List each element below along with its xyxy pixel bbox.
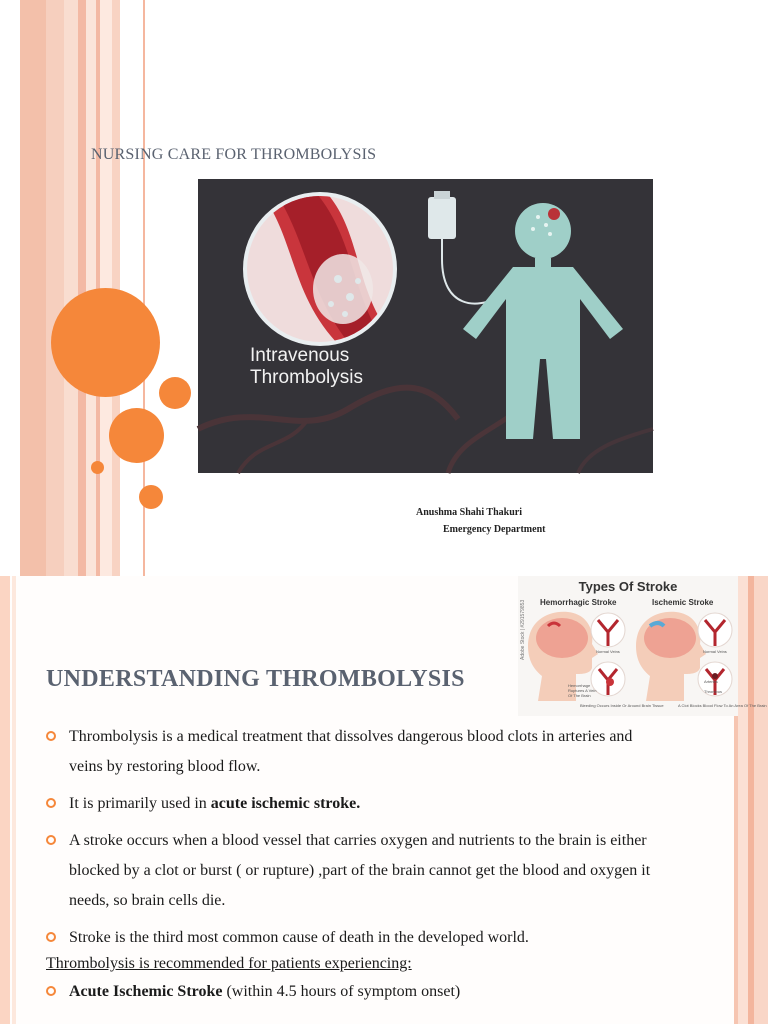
bullet-text: Thrombolysis is a medical treatment that dissolves dangerous blood clots in arteries and veins by restoring blood flow. [69, 728, 633, 775]
list-item [46, 923, 656, 953]
figure-label: Bleeding Occurs Inside Or Around Brain Tissue [580, 703, 664, 708]
caption-line: Intravenous [250, 345, 350, 366]
bullet-icon [46, 731, 56, 741]
image-caption [250, 345, 363, 389]
department: Emergency Department [443, 524, 546, 535]
decorative-circle-large [51, 288, 160, 397]
bullet-icon [46, 932, 56, 942]
decorative-stripes [0, 0, 150, 576]
list-item [46, 722, 656, 782]
recommended-heading: Thrombolysis is recommended for patients experiencing: [46, 955, 412, 972]
list-item [46, 977, 656, 1007]
decorative-circle [109, 408, 164, 463]
decorative-stripe [12, 576, 16, 1024]
decorative-circle [139, 485, 163, 509]
figure-label: Arteries [704, 679, 718, 684]
figure-title: Types Of Stroke [578, 579, 678, 594]
slide-title: NURSING CARE FOR THROMBOLYSIS [91, 146, 377, 163]
figure-label: Normal Veins [703, 649, 727, 654]
bullet-bold-text: acute ischemic stroke. [210, 795, 361, 812]
types-of-stroke-figure [518, 576, 767, 716]
bullet-bold-text: Acute Ischemic Stroke [69, 983, 223, 1000]
bullet-text: A stroke occurs when a blood vessel that carries oxygen and nutrients to the brain is either blocked by a clot or burst ( or rupture) ,part of the brain cannot get the blood and oxygen it needs, so brain cells die. [69, 832, 651, 909]
decorative-stripe [0, 576, 10, 1024]
figure-label: A Clot Blocks Blood Flow To An Area Of The Brain [678, 703, 767, 708]
list-item [46, 826, 656, 916]
content-slide [0, 576, 768, 1024]
figure-label: Thrombus [704, 689, 723, 694]
bullet-icon [46, 835, 56, 845]
ischemic-label: Ischemic Stroke [652, 598, 714, 607]
bullet-text: (within 4.5 hours of symptom onset) [222, 983, 461, 1000]
decorative-circle-small [91, 461, 104, 474]
figure-label: Hemorrhage Ruptures A Vein Of The Brain [568, 683, 597, 698]
decorative-stripes [734, 576, 768, 1024]
caption-line: Thrombolysis [250, 367, 363, 388]
slide-heading: UNDERSTANDING THROMBOLYSIS [46, 666, 465, 692]
bullet-text: It is primarily used in [69, 795, 211, 812]
decorative-circle [159, 377, 191, 409]
bullet-icon [46, 798, 56, 808]
figure-credit: Adobe Stock | #291579853 [520, 599, 526, 660]
list-item [46, 789, 656, 819]
hemorrhagic-label: Hemorrhagic Stroke [540, 598, 617, 607]
bullet-text: Stroke is the third most common cause of death in the developed world. [69, 929, 529, 946]
bullet-icon [46, 986, 56, 996]
figure-label: Normal Veins [596, 649, 620, 654]
thrombolysis-illustration [198, 179, 653, 473]
author-name: Anushma Shahi Thakuri [416, 507, 522, 518]
bullet-list [46, 722, 656, 960]
